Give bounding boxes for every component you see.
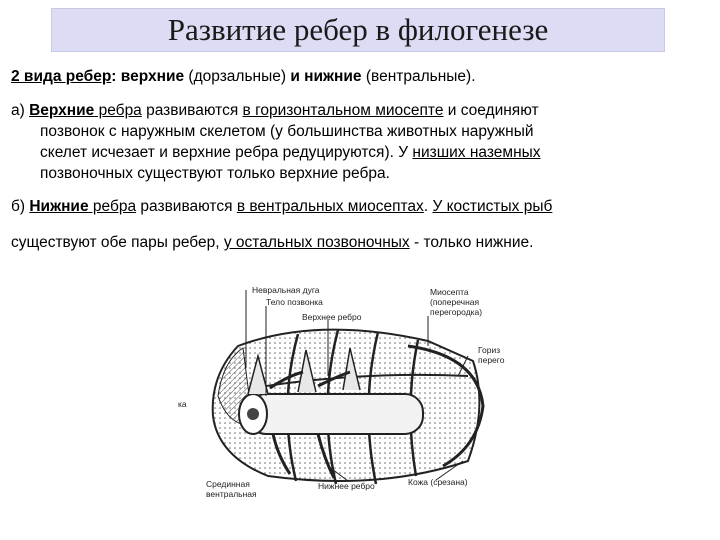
paragraph-b-line2 — [11, 232, 533, 253]
paragraph-b-myosepts: в вентральных миосептах — [236, 198, 424, 215]
label-skin: Кожа (срезана) — [408, 477, 468, 487]
paragraph-b-develop: развиваются — [136, 198, 237, 215]
label-vertebra-body: Тело позвонка — [266, 297, 323, 307]
intro-paragraph — [11, 66, 476, 87]
title-bar — [51, 8, 665, 52]
label-myosepta-2: (поперечная — [430, 297, 480, 307]
label-horizontal-1: Гориз — [478, 345, 501, 355]
paragraph-a-line3-text: скелет исчезает и верхние ребра редуцируются). У — [40, 144, 413, 161]
label-median-1: Срединная — [206, 479, 250, 489]
rib-anatomy-figure — [178, 276, 514, 500]
paragraph-b-other-vertebrates: у остальных позвоночных — [223, 234, 410, 251]
intro-upper-note: (дорзальные) — [184, 68, 291, 85]
paragraph-a-line2: позвонок с наружным скелетом (у большинства животных наружный — [40, 123, 534, 140]
vertebral-column — [248, 394, 423, 434]
intro-kinds: 2 вида ребер — [11, 68, 112, 85]
paragraph-a-develop: развиваются — [141, 102, 243, 119]
paragraph-a-line3 — [11, 142, 541, 163]
paragraph-a-ribs: ребра — [94, 102, 142, 119]
slide-title: Развитие ребер в филогенезе — [167, 12, 549, 47]
paragraph-b-prefix: б) — [11, 198, 30, 215]
label-lower-rib: Нижнее ребро — [318, 481, 375, 491]
intro-lower: нижние — [299, 68, 362, 85]
paragraph-a-lower-terrestrial: низших наземных — [412, 144, 541, 161]
paragraph-b-line1 — [11, 196, 552, 217]
paragraph-b-dot: . — [423, 198, 433, 215]
label-myosepta-1: Миосепта — [430, 287, 469, 297]
paragraph-a — [11, 100, 541, 184]
paragraph-b-line2-text: существуют обе пары ребер, — [11, 234, 224, 251]
paragraph-a-prefix: а) — [11, 102, 30, 119]
paragraph-a-line1 — [11, 100, 541, 121]
paragraph-b-line2-end: - только нижние. — [409, 234, 534, 251]
label-upper-rib: Верхнее ребро — [302, 312, 362, 322]
paragraph-a-myosept: в горизонтальном миосепте — [242, 102, 444, 119]
paragraph-b-lower: Нижние — [29, 198, 89, 215]
paragraph-b-bony-fish: У костистых рыб — [432, 198, 553, 215]
label-horizontal-2: перего — [478, 355, 505, 365]
notochord — [247, 408, 259, 420]
label-left-cut: ка — [178, 399, 187, 409]
label-neural-arch: Невральная дуга — [252, 285, 320, 295]
intro-upper: верхние — [120, 68, 185, 85]
intro-and: и — [290, 68, 300, 85]
label-myosepta-3: перегородка) — [430, 307, 483, 317]
paragraph-a-rest1: и соединяют — [443, 102, 539, 119]
paragraph-a-line4: позвоночных существуют только верхние ребра. — [40, 165, 390, 182]
paragraph-b-ribs: ребра — [88, 198, 137, 215]
intro-colon: : — [111, 68, 121, 85]
paragraph-a-upper: Верхние — [29, 102, 95, 119]
label-median-2: вентральная — [206, 489, 257, 499]
intro-lower-note: (вентральные). — [361, 68, 476, 85]
